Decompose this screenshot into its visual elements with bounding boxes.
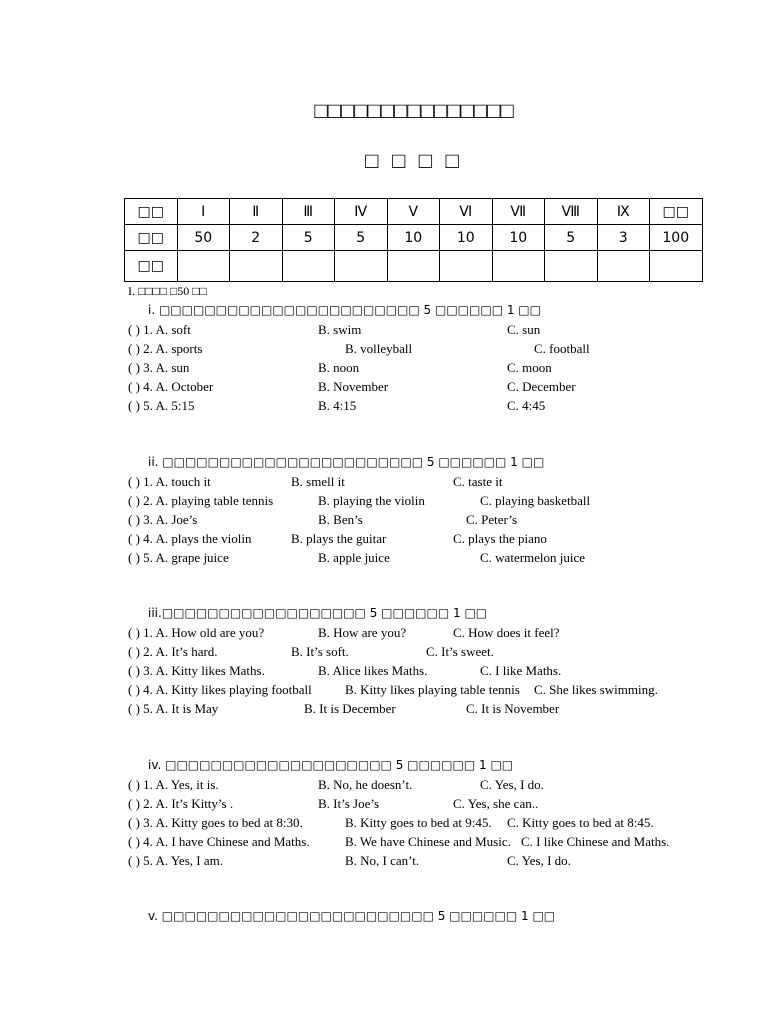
option-c: C. playing basketball (480, 493, 591, 508)
option-b: B. No, I can’t. (345, 853, 420, 868)
option-b: B. plays the guitar (291, 531, 387, 546)
question-a: ( ) 1. A. Yes, it is. (128, 777, 219, 792)
table-cell (492, 251, 545, 282)
question-a: ( ) 2. A. sports (128, 341, 203, 356)
table-cell: Ⅲ (282, 199, 335, 225)
table-row (125, 199, 703, 225)
question-a: ( ) 3. A. Kitty likes Maths. (128, 663, 265, 678)
question-a: ( ) 4. A. plays the violin (128, 531, 252, 546)
option-c: C. moon (507, 360, 552, 375)
option-b: B. playing the violin (318, 493, 425, 508)
table-row (125, 225, 703, 251)
table-cell: 5 (545, 225, 598, 251)
question-a: ( ) 2. A. It’s Kitty’s . (128, 796, 234, 811)
option-b: B. smell it (291, 474, 345, 489)
table-cell: Ⅱ (230, 199, 283, 225)
option-b: B. Kitty likes playing table tennis (345, 682, 520, 697)
option-c: C. 4:45 (507, 398, 546, 413)
option-c: C. December (507, 379, 576, 394)
table-cell: □□ (125, 199, 178, 225)
option-c: C. Peter’s (466, 512, 518, 527)
table-cell: Ⅶ (492, 199, 545, 225)
question-a: ( ) 1. A. touch it (128, 474, 211, 489)
option-b: B. swim (318, 322, 362, 337)
table-cell (282, 251, 335, 282)
option-b: B. It’s soft. (291, 644, 349, 659)
page-title: □□□□□□□□□□□□□□□ (314, 98, 514, 123)
score-table (124, 198, 703, 282)
part-heading: i. □□□□□□□□□□□□□□□□□□□□□□□ 5 □□□□□□ 1 □□ (148, 303, 541, 317)
question-a: ( ) 2. A. It’s hard. (128, 644, 218, 659)
table-cell: 100 (650, 225, 703, 251)
question-a: ( ) 4. A. October (128, 379, 214, 394)
option-b: B. How are you? (318, 625, 407, 640)
option-c: C. It is November (466, 701, 560, 716)
question-a: ( ) 2. A. playing table tennis (128, 493, 274, 508)
part-heading: v. □□□□□□□□□□□□□□□□□□□□□□□□ 5 □□□□□□ 1 □□ (148, 909, 556, 923)
option-c: C. watermelon juice (480, 550, 586, 565)
table-cell (650, 251, 703, 282)
option-b: B. apple juice (318, 550, 390, 565)
option-b: B. We have Chinese and Music. (345, 834, 511, 849)
table-cell: Ⅳ (335, 199, 388, 225)
part-heading: iv. □□□□□□□□□□□□□□□□□□□□ 5 □□□□□□ 1 □□ (148, 758, 514, 772)
option-c: C. plays the piano (453, 531, 547, 546)
table-cell: Ⅵ (440, 199, 493, 225)
option-c: C. Yes, she can.. (453, 796, 539, 811)
option-b: B. noon (318, 360, 360, 375)
table-cell: 3 (597, 225, 650, 251)
question-a: ( ) 5. A. Yes, I am. (128, 853, 223, 868)
table-cell: □□ (125, 225, 178, 251)
question-a: ( ) 4. A. Kitty likes playing football (128, 682, 312, 697)
table-cell: Ⅷ (545, 199, 598, 225)
option-b: B. It’s Joe’s (318, 796, 380, 811)
option-b: B. Kitty goes to bed at 9:45. (345, 815, 492, 830)
question-a: ( ) 3. A. Kitty goes to bed at 8:30. (128, 815, 303, 830)
option-c: C. She likes swimming. (534, 682, 658, 697)
option-b: B. Alice likes Maths. (318, 663, 428, 678)
question-a: ( ) 5. A. It is May (128, 701, 219, 716)
table-cell: 2 (230, 225, 283, 251)
option-c: C. How does it feel? (453, 625, 560, 640)
option-c: C. Yes, I do. (480, 777, 544, 792)
option-c: C. It’s sweet. (426, 644, 494, 659)
table-cell: 10 (387, 225, 440, 251)
page-subtitle: □ □ □ □ (365, 148, 463, 173)
option-b: B. No, he doesn’t. (318, 777, 413, 792)
table-cell (177, 251, 230, 282)
table-cell: Ⅸ (597, 199, 650, 225)
table-cell (335, 251, 388, 282)
option-c: C. Yes, I do. (507, 853, 571, 868)
option-b: B. 4:15 (318, 398, 357, 413)
table-cell (387, 251, 440, 282)
question-a: ( ) 5. A. 5:15 (128, 398, 195, 413)
table-cell: Ⅴ (387, 199, 440, 225)
option-c: C. taste it (453, 474, 503, 489)
option-b: B. Ben’s (318, 512, 363, 527)
question-a: ( ) 4. A. I have Chinese and Maths. (128, 834, 310, 849)
table-cell (597, 251, 650, 282)
option-c: C. I like Maths. (480, 663, 562, 678)
table-cell: 50 (177, 225, 230, 251)
option-c: C. I like Chinese and Maths. (521, 834, 670, 849)
question-a: ( ) 3. A. Joe’s (128, 512, 198, 527)
table-cell: 5 (282, 225, 335, 251)
table-cell (440, 251, 493, 282)
question-a: ( ) 1. A. soft (128, 322, 191, 337)
table-cell: 10 (492, 225, 545, 251)
part-heading: ii. □□□□□□□□□□□□□□□□□□□□□□□ 5 □□□□□□ 1 □□ (148, 455, 545, 469)
table-cell (230, 251, 283, 282)
question-a: ( ) 3. A. sun (128, 360, 190, 375)
question-a: ( ) 1. A. How old are you? (128, 625, 265, 640)
option-c: C. football (534, 341, 590, 356)
table-cell: Ⅰ (177, 199, 230, 225)
option-b: B. volleyball (345, 341, 413, 356)
table-cell: 5 (335, 225, 388, 251)
table-row (125, 251, 703, 282)
section-heading: I. □□□□ □50 □□ (128, 284, 207, 298)
option-c: C. Kitty goes to bed at 8:45. (507, 815, 654, 830)
question-a: ( ) 5. A. grape juice (128, 550, 229, 565)
table-cell: □□ (650, 199, 703, 225)
part-heading: iii.□□□□□□□□□□□□□□□□□□ 5 □□□□□□ 1 □□ (148, 606, 488, 620)
table-cell: □□ (125, 251, 178, 282)
option-c: C. sun (507, 322, 541, 337)
option-b: B. It is December (304, 701, 396, 716)
table-cell: 10 (440, 225, 493, 251)
option-b: B. November (318, 379, 389, 394)
table-cell (545, 251, 598, 282)
